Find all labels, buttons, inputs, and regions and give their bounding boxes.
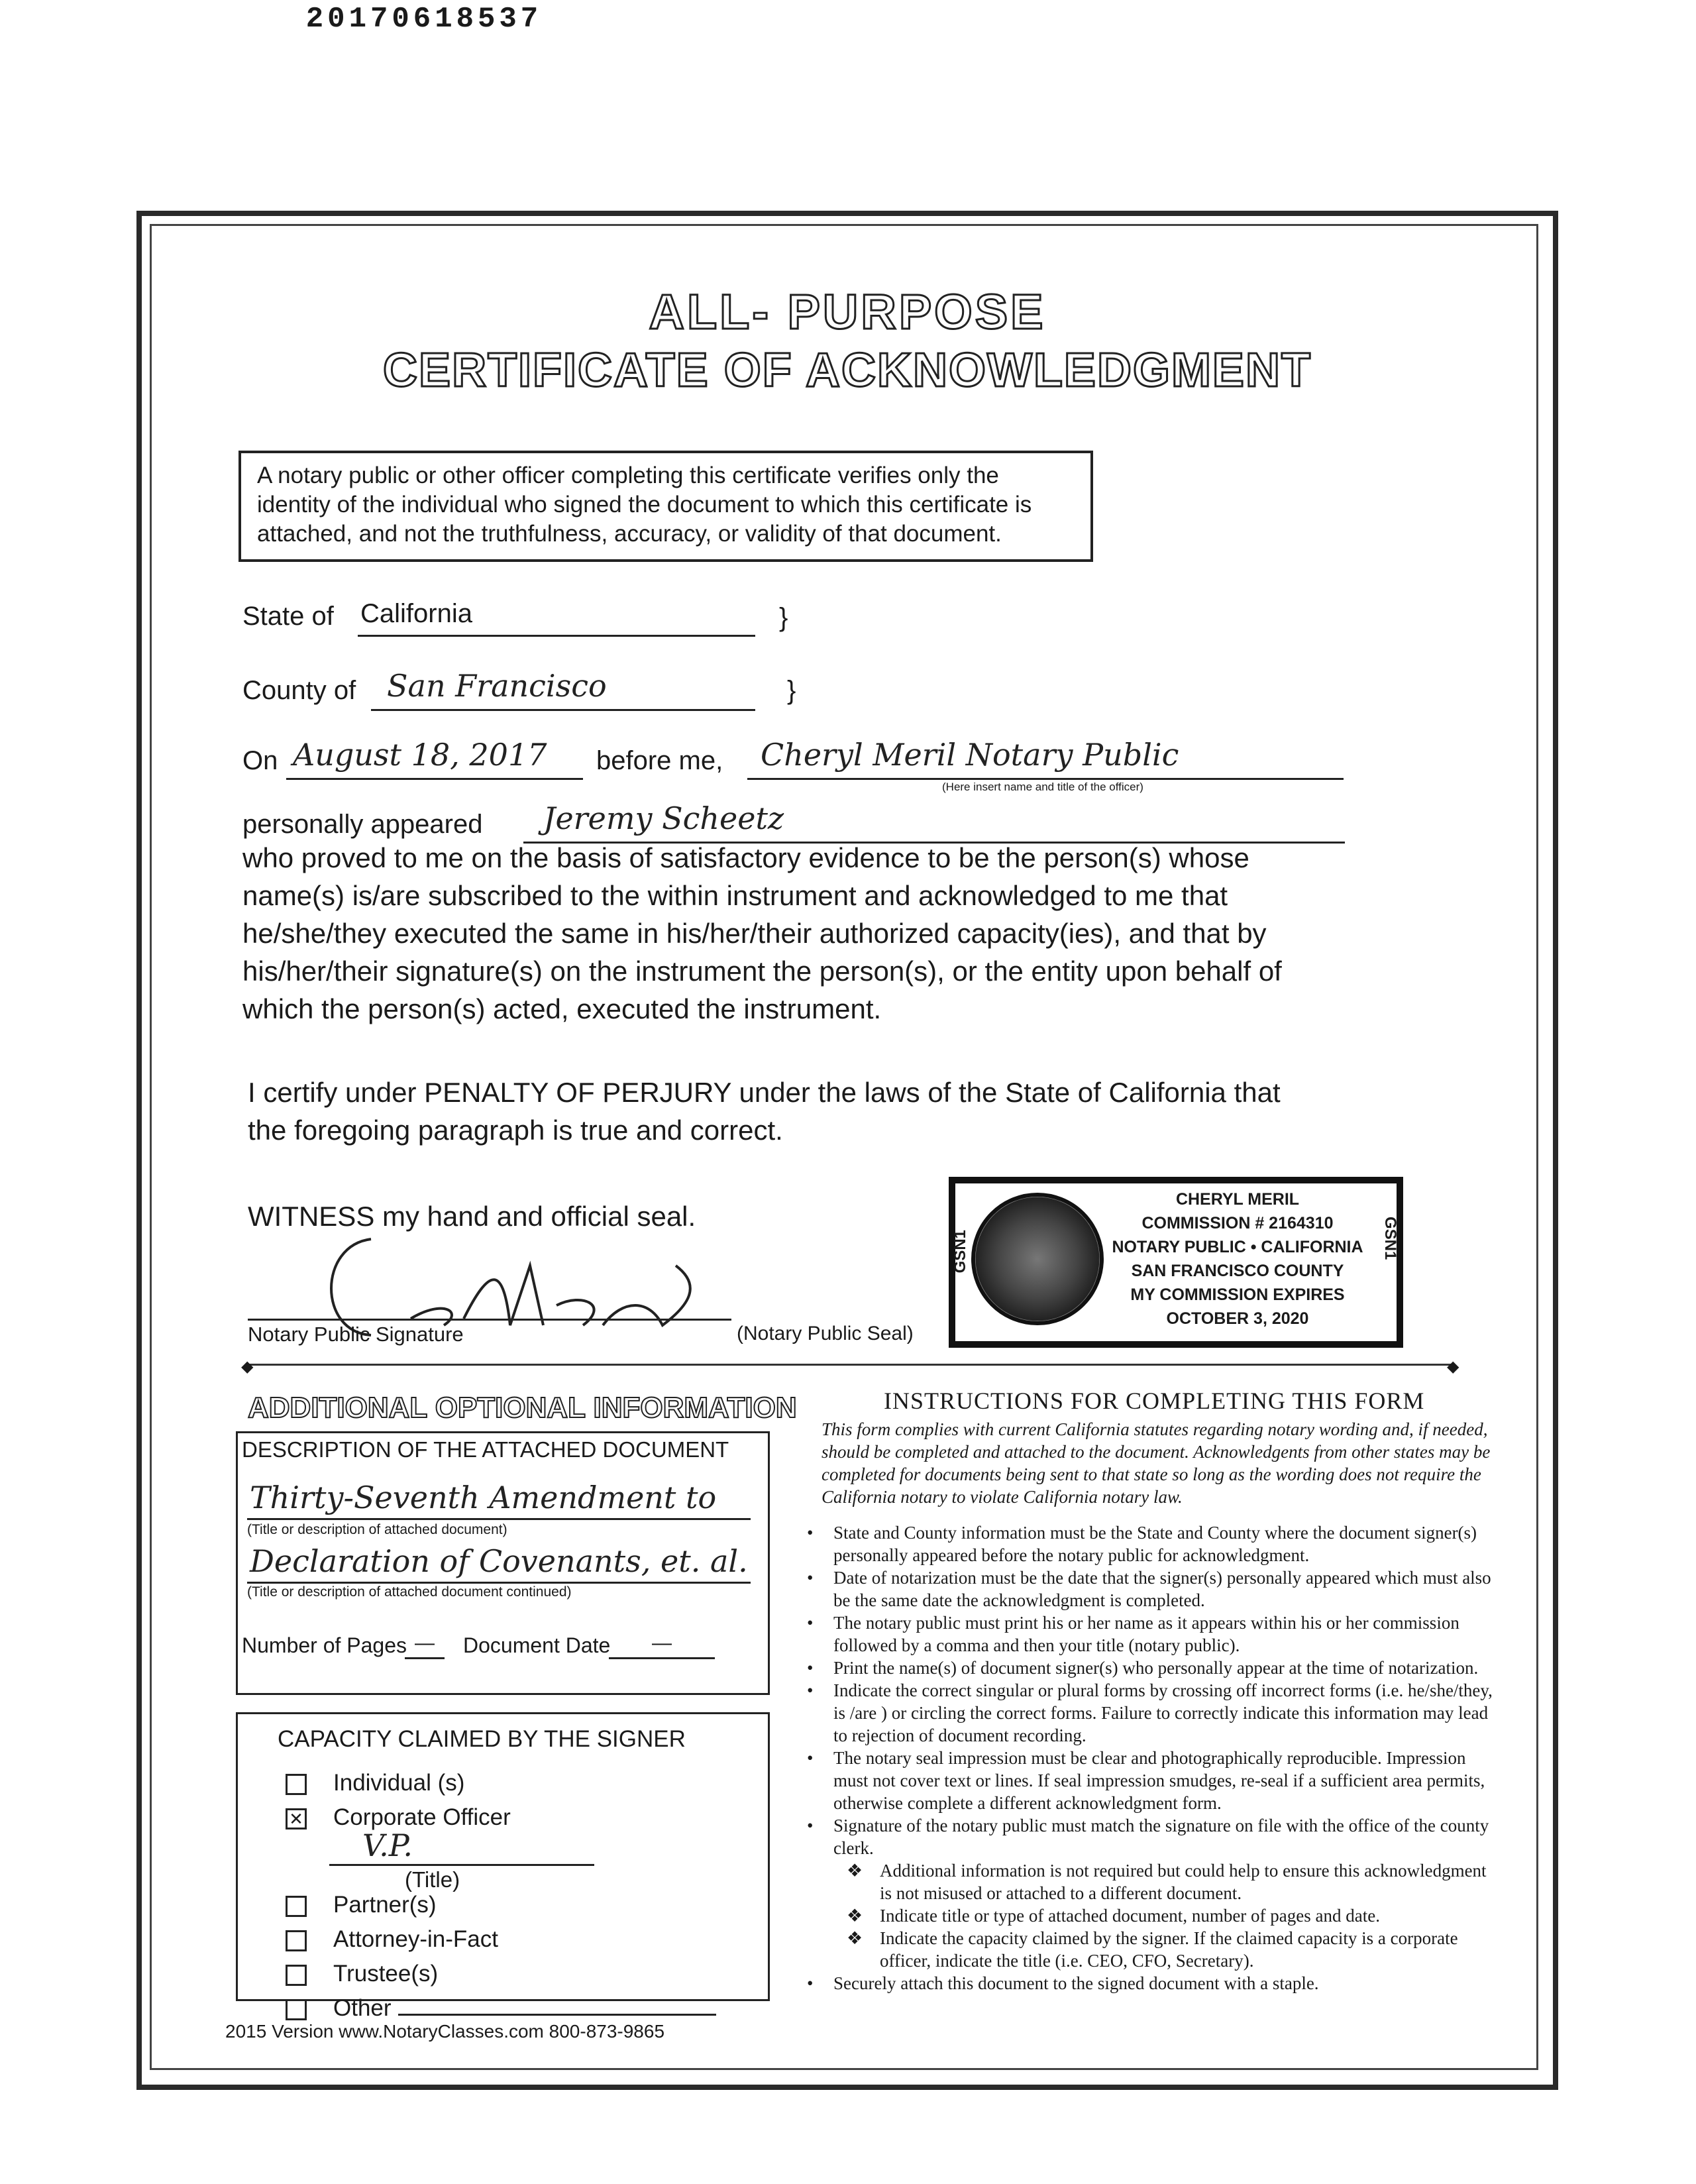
capacity-option-trustee[interactable] [286, 1957, 716, 1991]
document-title-continued-hint: (Title or description of attached document continued) [247, 1584, 572, 1600]
appeared-field[interactable] [523, 799, 1345, 844]
instruction-text: Signature of the notary public must match the signature on file with the office of the county clerk. [833, 1816, 1489, 1858]
date-value: August 18, 2017 [293, 737, 547, 773]
instruction-text: Indicate the correct singular or plural forms by crossing off incorrect forms (i.e. he/she/they, is /are ) or circling the correct forms. Failure to correctly indicate this information may lead to rejection of document recording. [833, 1680, 1493, 1745]
state-field[interactable] [358, 598, 755, 637]
document-number: 20170618537 [305, 3, 543, 36]
notary-signature-label: Notary Public Signature [248, 1323, 464, 1346]
checkbox-individual[interactable] [286, 1774, 307, 1795]
capacity-option-partner[interactable] [286, 1888, 716, 1922]
capacity-option-label: Corporate Officer [333, 1804, 511, 1830]
certificate-title-line1: ALL- PURPOSE [649, 284, 1046, 339]
appeared-label: personally appeared [242, 810, 483, 839]
capacity-box [236, 1712, 770, 2021]
seal-side-code-right: GSN1 [1381, 1217, 1399, 1260]
attached-document-header: DESCRIPTION OF THE ATTACHED DOCUMENT [242, 1437, 729, 1462]
corporate-title-field[interactable] [329, 1828, 594, 1866]
date-field[interactable] [286, 736, 583, 780]
document-title-field[interactable] [247, 1480, 751, 1520]
officer-value: Cheryl Meril Notary Public [761, 737, 1179, 773]
document-title-value: Thirty-Seventh Amendment to [250, 1480, 717, 1515]
instruction-subitem: ❖ Additional information is not required but could help to ensure this acknowledgment is not misused or attached to a different document. [807, 1859, 1503, 1904]
instruction-item: • State and County information must be the State and County where the document signer(s) personally appeared before the notary public for acknowledgment. [807, 1521, 1503, 1566]
body-line: which the person(s) acted, executed the instrument. [242, 993, 882, 1024]
state-label: State of [242, 602, 334, 631]
section-divider [248, 1364, 1454, 1366]
other-field[interactable] [398, 1994, 716, 2016]
document-date-label: Document Date [463, 1633, 611, 1657]
body-line: name(s) is/are subscribed to the within instrument and acknowledged to me that [242, 880, 1228, 911]
seal-line: COMMISSION # 2164310 [1141, 1214, 1334, 1232]
appeared-value: Jeremy Scheetz [543, 800, 784, 836]
corporate-title-row [286, 1828, 716, 1892]
perjury-paragraph [248, 1073, 1387, 1149]
instructions-intro: This form complies with current California statutes regarding notary wording and, if needed, should be completed and attached to the document. Acknowledgents from other states may be completed for documents being sent to that state so long as the wording does not require the California notary to violate California notary law. [822, 1419, 1491, 1507]
seal-line: SAN FRANCISCO COUNTY [1131, 1262, 1344, 1280]
perjury-line: the foregoing paragraph is true and correct. [248, 1115, 783, 1146]
county-value: San Francisco [387, 668, 607, 704]
instruction-text: Additional information is not required but could help to ensure this acknowledgment is not misused or attached to a different document. [880, 1861, 1487, 1903]
seal-line: CHERYL MERIL [1175, 1190, 1300, 1209]
checkbox-trustee[interactable] [286, 1965, 307, 1986]
instruction-text: The notary seal impression must be clear and photographically reproducible. Impression must not cover text or lines. If seal impression smudges, re-seal if a sufficient area permits, otherwise complete a different acknowledgment form. [833, 1748, 1485, 1813]
document-title-continued-field[interactable] [247, 1543, 751, 1584]
instructions-title: INSTRUCTIONS FOR COMPLETING THIS FORM [884, 1388, 1425, 1414]
optional-info-title: ADDITIONAL OPTIONAL INFORMATION [248, 1392, 797, 1424]
document-title-continued-value: Declaration of Covenants, et. al. [250, 1543, 748, 1579]
county-field[interactable] [371, 668, 755, 711]
divider-diamond-left-icon: ◆ [241, 1358, 254, 1376]
instruction-item: • Signature of the notary public must match the signature on file with the office of the county clerk. [807, 1814, 1503, 1859]
instruction-text: Date of notarization must be the date that the signer(s) personally appeared which must also be the same date the acknowledgment is completed. [833, 1568, 1491, 1610]
instruction-item: • Indicate the correct singular or plural forms by crossing off incorrect forms (i.e. he/she/they, is /are ) or circling the correct forms. Failure to correctly indicate this information may lead to rejection of document recording. [807, 1679, 1503, 1747]
capacity-header: CAPACITY CLAIMED BY THE SIGNER [278, 1726, 686, 1752]
instruction-item: • The notary seal impression must be clear and photographically reproducible. Impression must not cover text or lines. If seal impression smudges, re-seal if a sufficient area permits, otherwise complete a different acknowledgment form. [807, 1747, 1503, 1814]
capacity-options [286, 1766, 716, 2026]
instruction-text: Print the name(s) of document signer(s) who personally appear at the time of notarization. [833, 1658, 1479, 1678]
certificate-title-line2: CERTIFICATE OF ACKNOWLEDGMENT [383, 344, 1312, 397]
before-me-label: before me, [596, 746, 723, 775]
number-of-pages-label: Number of Pages [242, 1633, 407, 1657]
instruction-text: Indicate the capacity claimed by the signer. If the claimed capacity is a corporate officer, indicate the title (i.e. CEO, CFO, Secretary). [880, 1928, 1458, 1971]
california-seal-emblem-icon [971, 1193, 1104, 1325]
instruction-item: • The notary public must print his or her name as it appears within his or her commission followed by a comma and then your title (notary public). [807, 1611, 1503, 1657]
capacity-option-label: Attorney-in-Fact [333, 1926, 498, 1952]
document-title-hint: (Title or description of attached document) [247, 1522, 507, 1537]
state-brace: } [779, 603, 788, 632]
instruction-item: • Date of notarization must be the date that the signer(s) personally appeared which must also be the same date the acknowledgment is completed. [807, 1566, 1503, 1611]
divider-diamond-right-icon: ◆ [1447, 1358, 1459, 1376]
on-label: On [242, 746, 278, 775]
instruction-text: Securely attach this document to the signed document with a staple. [833, 1973, 1319, 1993]
capacity-option-individual[interactable] [286, 1766, 716, 1800]
instructions-list [807, 1521, 1503, 1994]
checkbox-partner[interactable] [286, 1896, 307, 1917]
witness-text: WITNESS my hand and official seal. [248, 1201, 696, 1232]
seal-line: OCTOBER 3, 2020 [1166, 1309, 1309, 1328]
checkbox-other[interactable] [286, 1999, 307, 2020]
number-of-pages-field[interactable]: — [405, 1632, 445, 1659]
notice-box: A notary public or other officer completing this certificate verifies only the identity of the individual who signed the document to which this certificate is attached, and not the truthfulness, accuracy, or validity of that document. [238, 451, 1093, 562]
instruction-text: Indicate title or type of attached document, number of pages and date. [880, 1906, 1380, 1926]
instruction-item: • Securely attach this document to the signed document with a staple. [807, 1973, 1319, 1993]
seal-text [1112, 1187, 1363, 1331]
instruction-subitem: ❖ Indicate title or type of attached document, number of pages and date. [847, 1906, 1380, 1926]
seal-line: NOTARY PUBLIC • CALIFORNIA [1112, 1238, 1363, 1256]
seal-side-code-left: GSN1 [951, 1230, 969, 1274]
state-value: California [360, 599, 472, 628]
notary-seal-label: (Notary Public Seal) [737, 1323, 914, 1344]
seal-line: MY COMMISSION EXPIRES [1130, 1285, 1345, 1304]
officer-hint: (Here insert name and title of the officer) [942, 781, 1143, 793]
document-date-field[interactable]: — [609, 1632, 715, 1659]
officer-field[interactable] [747, 736, 1344, 780]
acknowledgment-paragraph [242, 839, 1382, 1028]
capacity-option-label: Individual (s) [333, 1770, 465, 1796]
checkbox-attorney[interactable] [286, 1930, 307, 1951]
capacity-option-corporate-officer[interactable] [286, 1800, 716, 1835]
perjury-line: I certify under PENALTY OF PERJURY under the laws of the State of California that [248, 1077, 1281, 1108]
instruction-text: State and County information must be the State and County where the document signer(s) personally appeared before the notary public for acknowledgment. [833, 1523, 1477, 1565]
capacity-option-label: Other [333, 1995, 392, 2021]
notary-seal [949, 1177, 1403, 1348]
body-line: he/she/they executed the same in his/her/their authorized capacity(ies), and that by [242, 918, 1267, 949]
county-label: County of [242, 676, 356, 705]
capacity-option-attorney[interactable] [286, 1922, 716, 1957]
version-text: 2015 Version www.NotaryClasses.com 800-873-9865 [225, 2021, 665, 2042]
instruction-text: The notary public must print his or her name as it appears within his or her commission followed by a comma and then your title (notary public). [833, 1613, 1459, 1655]
signature-line [248, 1319, 731, 1321]
body-line: his/her/their signature(s) on the instrument the person(s), or the entity upon behalf of [242, 956, 1282, 987]
attached-document-box [236, 1431, 770, 1695]
corporate-title-value: V.P. [362, 1828, 413, 1863]
instruction-item: • Print the name(s) of document signer(s) who personally appear at the time of notarization. [807, 1658, 1479, 1678]
body-line: who proved to me on the basis of satisfactory evidence to be the person(s) whose [242, 842, 1249, 873]
county-brace: } [787, 676, 796, 705]
checkbox-corporate-officer-checked[interactable]: ✕ [286, 1808, 307, 1829]
instruction-subitem: ❖ Indicate the capacity claimed by the signer. If the claimed capacity is a corporate officer, indicate the title (i.e. CEO, CFO, Secretary). [807, 1927, 1503, 1972]
corporate-title-label: (Title) [405, 1867, 460, 1892]
capacity-option-label: Trustee(s) [333, 1961, 439, 1987]
capacity-option-label: Partner(s) [333, 1892, 437, 1918]
